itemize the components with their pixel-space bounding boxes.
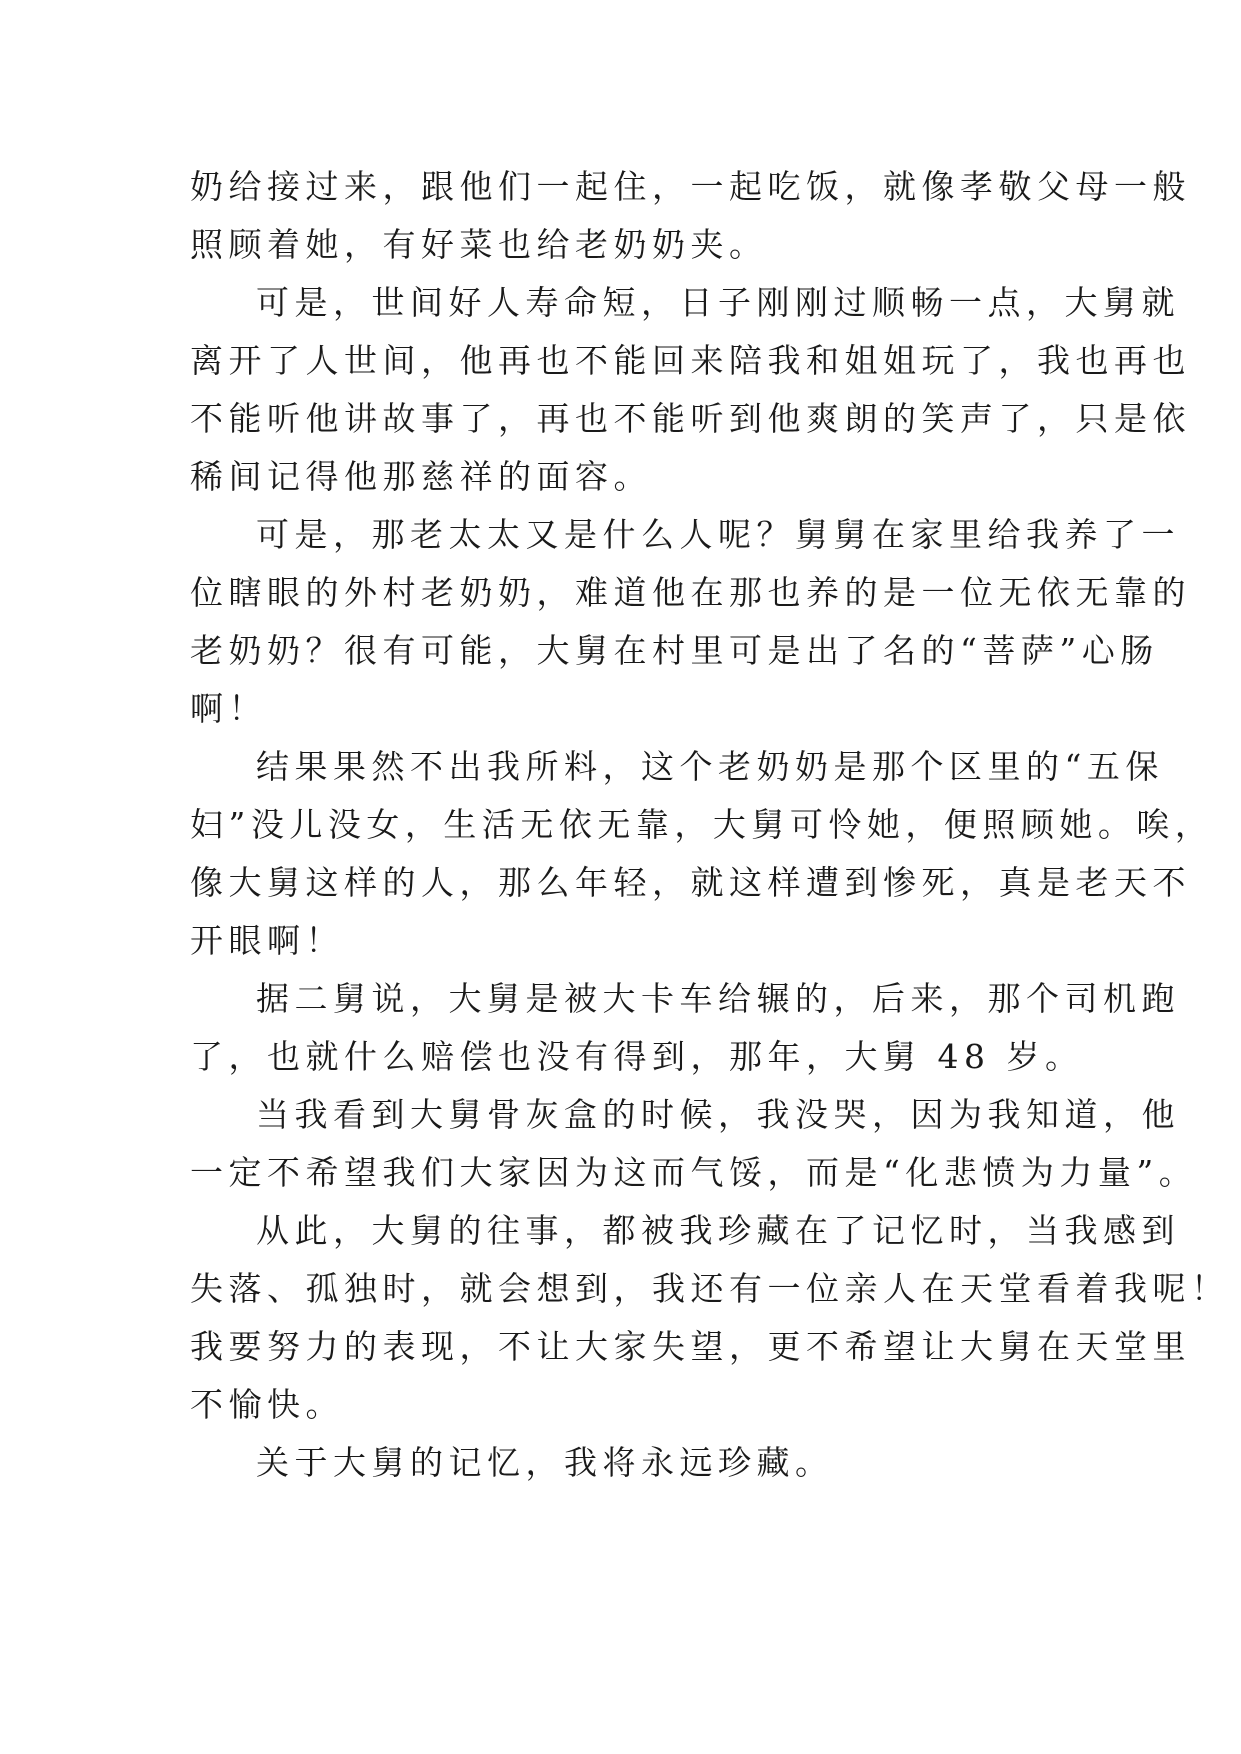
text-line: 奶给接过来，跟他们一起住，一起吃饭，就像孝敬父母一般 [190, 167, 1191, 206]
text-line: 不能听他讲故事了，再也不能听到他爽朗的笑声了，只是依 [190, 399, 1191, 438]
text-line: 啊！ [190, 689, 267, 728]
text-line: 从此，大舅的往事，都被我珍藏在了记忆时，当我感到 [256, 1211, 1180, 1250]
text-line: 结果果然不出我所料，这个老奶奶是那个区里的“五保 [256, 747, 1164, 786]
text-line: 位瞎眼的外村老奶奶，难道他在那也养的是一位无依无靠的 [190, 573, 1191, 612]
text-line: 关于大舅的记忆，我将永远珍藏。 [256, 1443, 834, 1482]
text-line: 了，也就什么赔偿也没有得到，那年，大舅 48 岁。 [190, 1037, 1084, 1076]
text-line: 据二舅说，大舅是被大卡车给辗的，后来，那个司机跑 [256, 979, 1180, 1018]
text-line: 当我看到大舅骨灰盒的时候，我没哭，因为我知道，他 [256, 1095, 1180, 1134]
text-line: 稀间记得他那慈祥的面容。 [190, 457, 652, 496]
text-line: 失落、孤独时，就会想到，我还有一位亲人在天堂看着我呢！ [190, 1269, 1230, 1308]
text-line: 离开了人世间，他再也不能回来陪我和姐姐玩了，我也再也 [190, 341, 1191, 380]
text-line: 一定不希望我们大家因为这而气馁，而是“化悲愤为力量”。 [190, 1153, 1198, 1192]
text-line: 妇”没儿没女，生活无依无靠，大舅可怜她，便照顾她。唉， [190, 805, 1214, 844]
text-line: 我要努力的表现，不让大家失望，更不希望让大舅在天堂里 [190, 1327, 1191, 1366]
text-line: 像大舅这样的人，那么年轻，就这样遭到惨死，真是老天不 [190, 863, 1191, 902]
text-line: 开眼啊！ [190, 921, 344, 960]
text-line: 老奶奶？很有可能，大舅在村里可是出了名的“菩萨”心肠 [190, 631, 1159, 670]
text-line: 可是，那老太太又是什么人呢？舅舅在家里给我养了一 [256, 515, 1180, 554]
text-line: 可是，世间好人寿命短，日子刚刚过顺畅一点，大舅就 [256, 283, 1180, 322]
document-body [190, 158, 1230, 1492]
text-line: 照顾着她，有好菜也给老奶奶夹。 [190, 225, 768, 264]
text-line: 不愉快。 [190, 1385, 344, 1424]
